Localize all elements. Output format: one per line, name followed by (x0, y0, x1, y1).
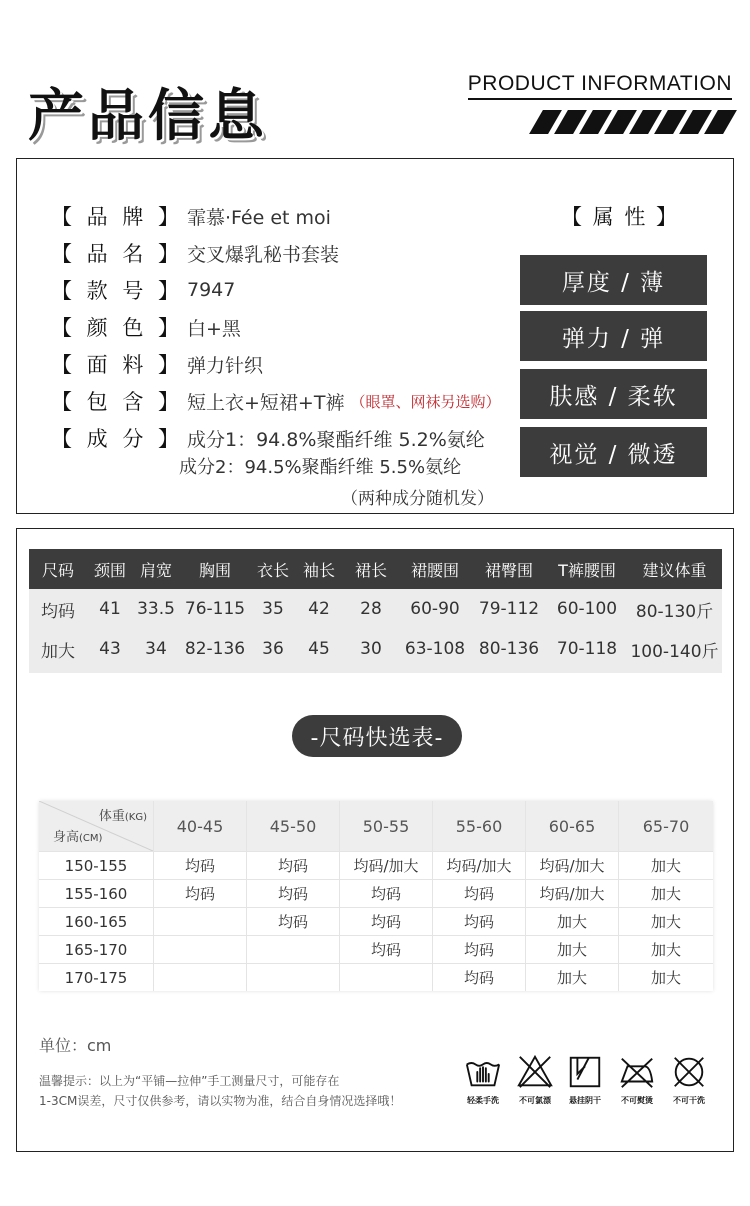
info-row-name (51, 238, 339, 268)
attribute-thickness: 厚度 / 薄 (520, 255, 707, 305)
size-cell (153, 908, 246, 935)
size-cell: 加大 (618, 852, 713, 879)
care-label: 悬挂阴干 (569, 1096, 601, 1105)
care-hang-dry-shade (559, 1053, 611, 1106)
corner-cell (39, 801, 153, 851)
tip-line: 温馨提示：以上为“平铺—拉伸”手工测量尺寸，可能存在 (39, 1074, 340, 1088)
info-row-color (51, 312, 241, 342)
size-cell: 加大 (618, 908, 713, 935)
size-cell: 加大 (525, 936, 618, 963)
size-panel (16, 528, 734, 1152)
attribute-elasticity: 弹力 / 弹 (520, 311, 707, 361)
size-cell: 均码 (432, 936, 525, 963)
height-label: 身高(CM) (53, 830, 103, 845)
size-cell: 100-140斤 (630, 641, 719, 662)
size-cell: 均码 (339, 880, 432, 907)
size-cell: 均码 (153, 852, 246, 879)
header-cell: 胸围 (198, 560, 231, 580)
size-cell: 35 (262, 599, 284, 619)
page-subtitle: PRODUCT INFORMATION (468, 72, 732, 100)
size-cell: 均码 (153, 880, 246, 907)
info-value: 交叉爆乳秘书套装 (187, 243, 340, 266)
size-cell: 80-130斤 (635, 601, 714, 622)
size-cell: 63-108 (404, 639, 466, 659)
info-row-style-number (51, 275, 235, 305)
size-cell: 均码 (432, 964, 525, 991)
care-label: 轻柔手洗 (467, 1096, 499, 1105)
size-chart-header (29, 549, 722, 589)
size-cell: 均码 (246, 852, 339, 879)
quick-select-row (39, 851, 713, 879)
quick-select-row (39, 879, 713, 907)
size-cell: 36 (262, 639, 284, 659)
header-cell: 裙腰围 (410, 560, 459, 580)
info-value: 7947 (187, 279, 236, 301)
info-row-composition (51, 423, 485, 453)
product-info-panel (16, 158, 734, 514)
size-cell: 76-115 (184, 599, 246, 619)
quick-select-row (39, 907, 713, 935)
weight-label: 体重(KG) (98, 809, 147, 824)
info-value: 霏慕·Fée et moi (187, 206, 331, 229)
care-hand-wash (457, 1053, 509, 1106)
info-value: 成分1：94.8%聚酯纤维 5.2%氨纶 (187, 428, 485, 451)
info-key: 【 品 牌 】 (51, 205, 179, 229)
info-key: 【 颜 色 】 (51, 316, 179, 340)
info-value: 弹力针织 (187, 354, 264, 377)
size-cell: 均码 (432, 880, 525, 907)
size-cell (339, 964, 432, 991)
info-key: 【 品 名 】 (51, 242, 179, 266)
care-no-iron (611, 1053, 663, 1106)
weight-cell: 45-50 (246, 801, 339, 851)
size-cell: 均码/加大 (432, 852, 525, 879)
no-bleach-icon (516, 1053, 554, 1091)
header-cell: 尺码 (41, 560, 74, 580)
tip-line: 1-3CM误差，尺寸仅供参考，请以实物为准，结合自身情况选择哦！ (39, 1094, 402, 1108)
composition-2: 成分2：94.5%聚酯纤维 5.5%氨纶 (179, 457, 462, 478)
size-cell: 均码/加大 (525, 880, 618, 907)
info-key: 【 款 号 】 (51, 279, 179, 303)
quick-select-row (39, 935, 713, 963)
size-cell: 41 (99, 599, 121, 619)
size-cell: 均码 (339, 936, 432, 963)
size-cell (246, 964, 339, 991)
size-cell (153, 964, 246, 991)
measurement-tip (39, 1071, 459, 1111)
header-cell: 颈围 (93, 560, 126, 580)
size-cell (153, 936, 246, 963)
height-cell: 160-165 (64, 912, 128, 931)
no-dry-clean-icon (670, 1053, 708, 1091)
size-cell: 加大 (618, 964, 713, 991)
size-cell: 79-112 (478, 599, 540, 619)
size-row-regular (29, 589, 722, 629)
header-cell: T裤腰围 (558, 560, 616, 580)
size-cell: 均码 (246, 880, 339, 907)
size-cell: 70-118 (556, 639, 618, 659)
header-cell: 肩宽 (139, 560, 172, 580)
header-cell: 建议体重 (642, 560, 707, 580)
size-chart (29, 549, 722, 673)
height-cell: 170-175 (64, 968, 128, 987)
size-cell: 加大 (525, 964, 618, 991)
size-cell: 80-136 (478, 639, 540, 659)
size-cell: 均码 (432, 908, 525, 935)
info-row-brand (51, 201, 331, 231)
info-key: 【 面 料 】 (51, 353, 179, 377)
size-cell: 60-90 (410, 599, 460, 619)
weight-cell: 65-70 (618, 801, 713, 851)
quick-select-header (39, 801, 713, 851)
size-cell: 28 (360, 599, 382, 619)
size-cell: 均码 (41, 601, 75, 622)
size-cell: 均码/加大 (525, 852, 618, 879)
info-key: 【 包 含 】 (51, 390, 179, 414)
care-label: 不可氯漂 (519, 1096, 551, 1105)
composition-note: （两种成分随机发） (341, 489, 494, 509)
size-cell: 42 (308, 599, 330, 619)
size-cell: 均码 (339, 908, 432, 935)
weight-cell: 50-55 (339, 801, 432, 851)
header-cell: 袖长 (302, 560, 335, 580)
size-cell: 30 (360, 639, 382, 659)
info-row-includes (51, 386, 500, 416)
attribute-skin-feel: 肤感 / 柔软 (520, 369, 707, 419)
header-cell: 衣长 (256, 560, 289, 580)
size-cell: 43 (99, 639, 121, 659)
care-label: 不可熨烫 (621, 1096, 653, 1105)
page-title: 产品信息 (28, 83, 268, 149)
size-cell: 60-100 (556, 599, 618, 619)
care-no-bleach (509, 1053, 561, 1106)
weight-cell: 40-45 (153, 801, 246, 851)
size-row-plus (29, 629, 722, 669)
info-value: 白+黑 (187, 317, 241, 340)
quick-select-table (39, 801, 713, 991)
height-cell: 155-160 (64, 884, 128, 903)
attribute-visual: 视觉 / 微透 (520, 427, 707, 477)
info-row-fabric (51, 349, 263, 379)
height-cell: 165-170 (64, 940, 128, 959)
info-key: 【 成 分 】 (51, 427, 179, 451)
hang-dry-icon (566, 1053, 604, 1091)
size-cell: 82-136 (184, 639, 246, 659)
info-value: 短上衣+短裙+T裤 (187, 391, 345, 414)
hand-wash-icon (464, 1053, 502, 1091)
decorative-stripes (536, 110, 732, 134)
size-cell (246, 936, 339, 963)
size-cell: 加大 (618, 880, 713, 907)
weight-cell: 55-60 (432, 801, 525, 851)
info-note: （眼罩、网袜另选购） (350, 392, 501, 411)
size-cell: 加大 (618, 936, 713, 963)
size-cell: 加大 (41, 641, 75, 662)
size-cell: 均码 (246, 908, 339, 935)
height-cell: 150-155 (64, 856, 128, 875)
size-cell: 45 (308, 639, 330, 659)
attributes-title: 【 属 性 】 (561, 205, 680, 229)
quick-select-row (39, 963, 713, 991)
unit-label: 单位：cm (39, 1036, 112, 1055)
size-cell: 加大 (525, 908, 618, 935)
header-cell: 裙臀围 (484, 560, 533, 580)
size-cell: 34 (145, 639, 167, 659)
quick-select-title: -尺码快选表- (292, 715, 462, 757)
size-cell: 均码/加大 (339, 852, 432, 879)
header-cell: 裙长 (354, 560, 387, 580)
size-cell: 33.5 (137, 599, 175, 619)
care-label: 不可干洗 (673, 1096, 705, 1105)
care-no-dry-clean (663, 1053, 715, 1106)
weight-cell: 60-65 (525, 801, 618, 851)
no-iron-icon (618, 1053, 656, 1091)
